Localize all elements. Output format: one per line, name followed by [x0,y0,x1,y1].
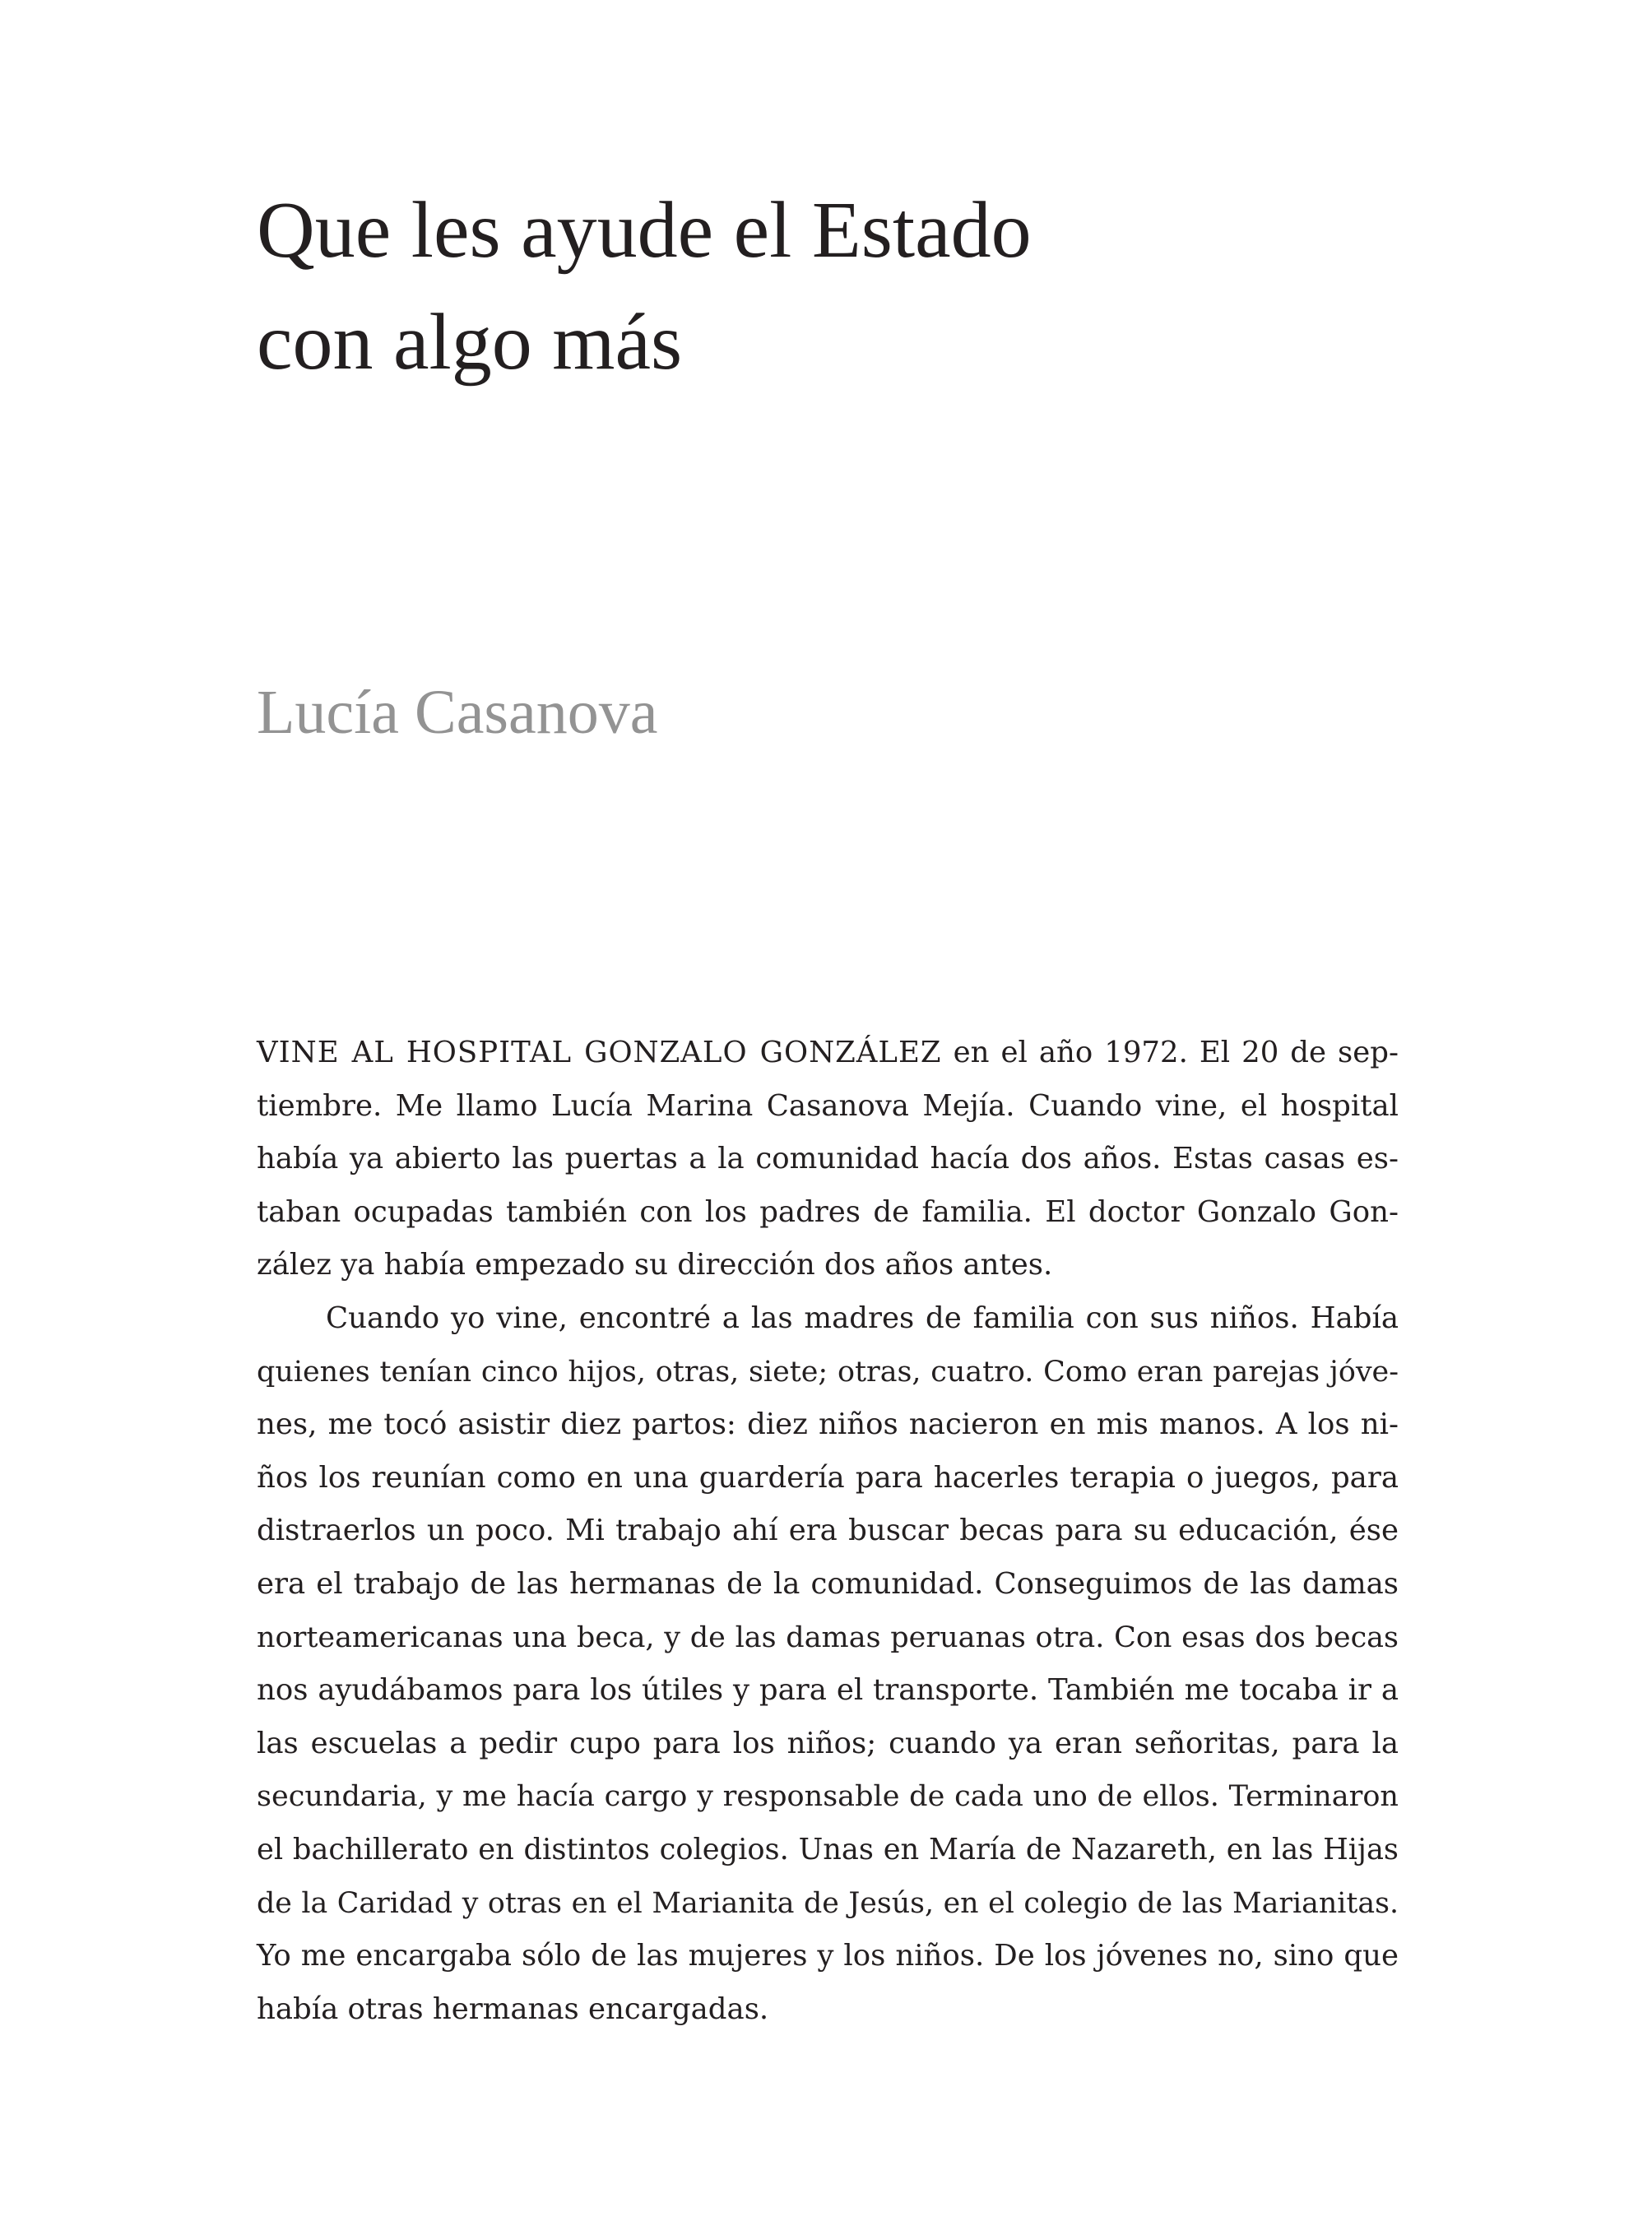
text-line: de la Caridad y otras en el Marianita de Jesús, en el colegio de las Marianitas. [257,1886,1399,1920]
text-line: las escuelas a pedir cupo para los niños; cuando ya eran señoritas, para la [257,1726,1399,1760]
text-line: taban ocupadas también con los padres de familia. El doctor Gonzalo Gon- [257,1194,1399,1229]
text-line: el bachillerato en distintos colegios. Unas en María de Nazareth, en las Hijas [257,1832,1399,1866]
chapter-body [257,1027,1399,2036]
text-line: quienes tenían cinco hijos, otras, siete; otras, cuatro. Como eran parejas jóve- [257,1355,1399,1389]
text-line: nos ayudábamos para los útiles y para el transporte. También me tocaba ir a [257,1673,1399,1708]
text-line: había otras hermanas encargadas. [257,1992,769,2026]
text-line: distraerlos un poco. Mi trabajo ahí era buscar becas para su educación, ése [257,1514,1399,1548]
chapter-title-line-1: Que les ayude el Estado [257,186,1032,275]
chapter-title-line-2: con algo más [257,298,683,387]
text-line [257,1027,1399,1080]
text-line: Cuando yo vine, encontré a las madres de familia con sus niños. Había [326,1301,1399,1335]
text-line: Yo me encargaba sólo de las mujeres y los niños. De los jóvenes no, sino que [257,1939,1399,1973]
paragraph-2 [257,1292,1399,2036]
text-line: era el trabajo de las hermanas de la comunidad. Conseguimos de las damas [257,1566,1399,1601]
chapter-author: Lucía Casanova [257,678,658,747]
text-line: norteamericanas una beca, y de las damas peruanas otra. Con esas dos becas [257,1621,1399,1654]
text-line: secundaria, y me hacía cargo y responsable de cada uno de ellos. Terminaron [257,1779,1399,1814]
chapter-title [257,174,1491,398]
text-line: tiembre. Me llamo Lucía Marina Casanova Mejía. Cuando vine, el hospital [257,1088,1399,1123]
paragraph-1 [257,1027,1399,1292]
text-line-rest: en el año 1972. El 20 de sep- [941,1036,1399,1069]
lead-in-small-caps: VINE AL HOSPITAL GONZALO GONZÁLEZ [257,1036,942,1069]
text-line: había ya abierto las puertas a la comunidad hacía dos años. Estas casas es- [257,1142,1399,1176]
text-line: nes, me tocó asistir diez partos: diez niños nacieron en mis manos. A los ni- [257,1407,1399,1442]
text-line: zález ya había empezado su dirección dos años antes. [257,1248,1053,1282]
text-line: ños los reunían como en una guardería para hacerles terapia o juegos, para [257,1460,1399,1495]
